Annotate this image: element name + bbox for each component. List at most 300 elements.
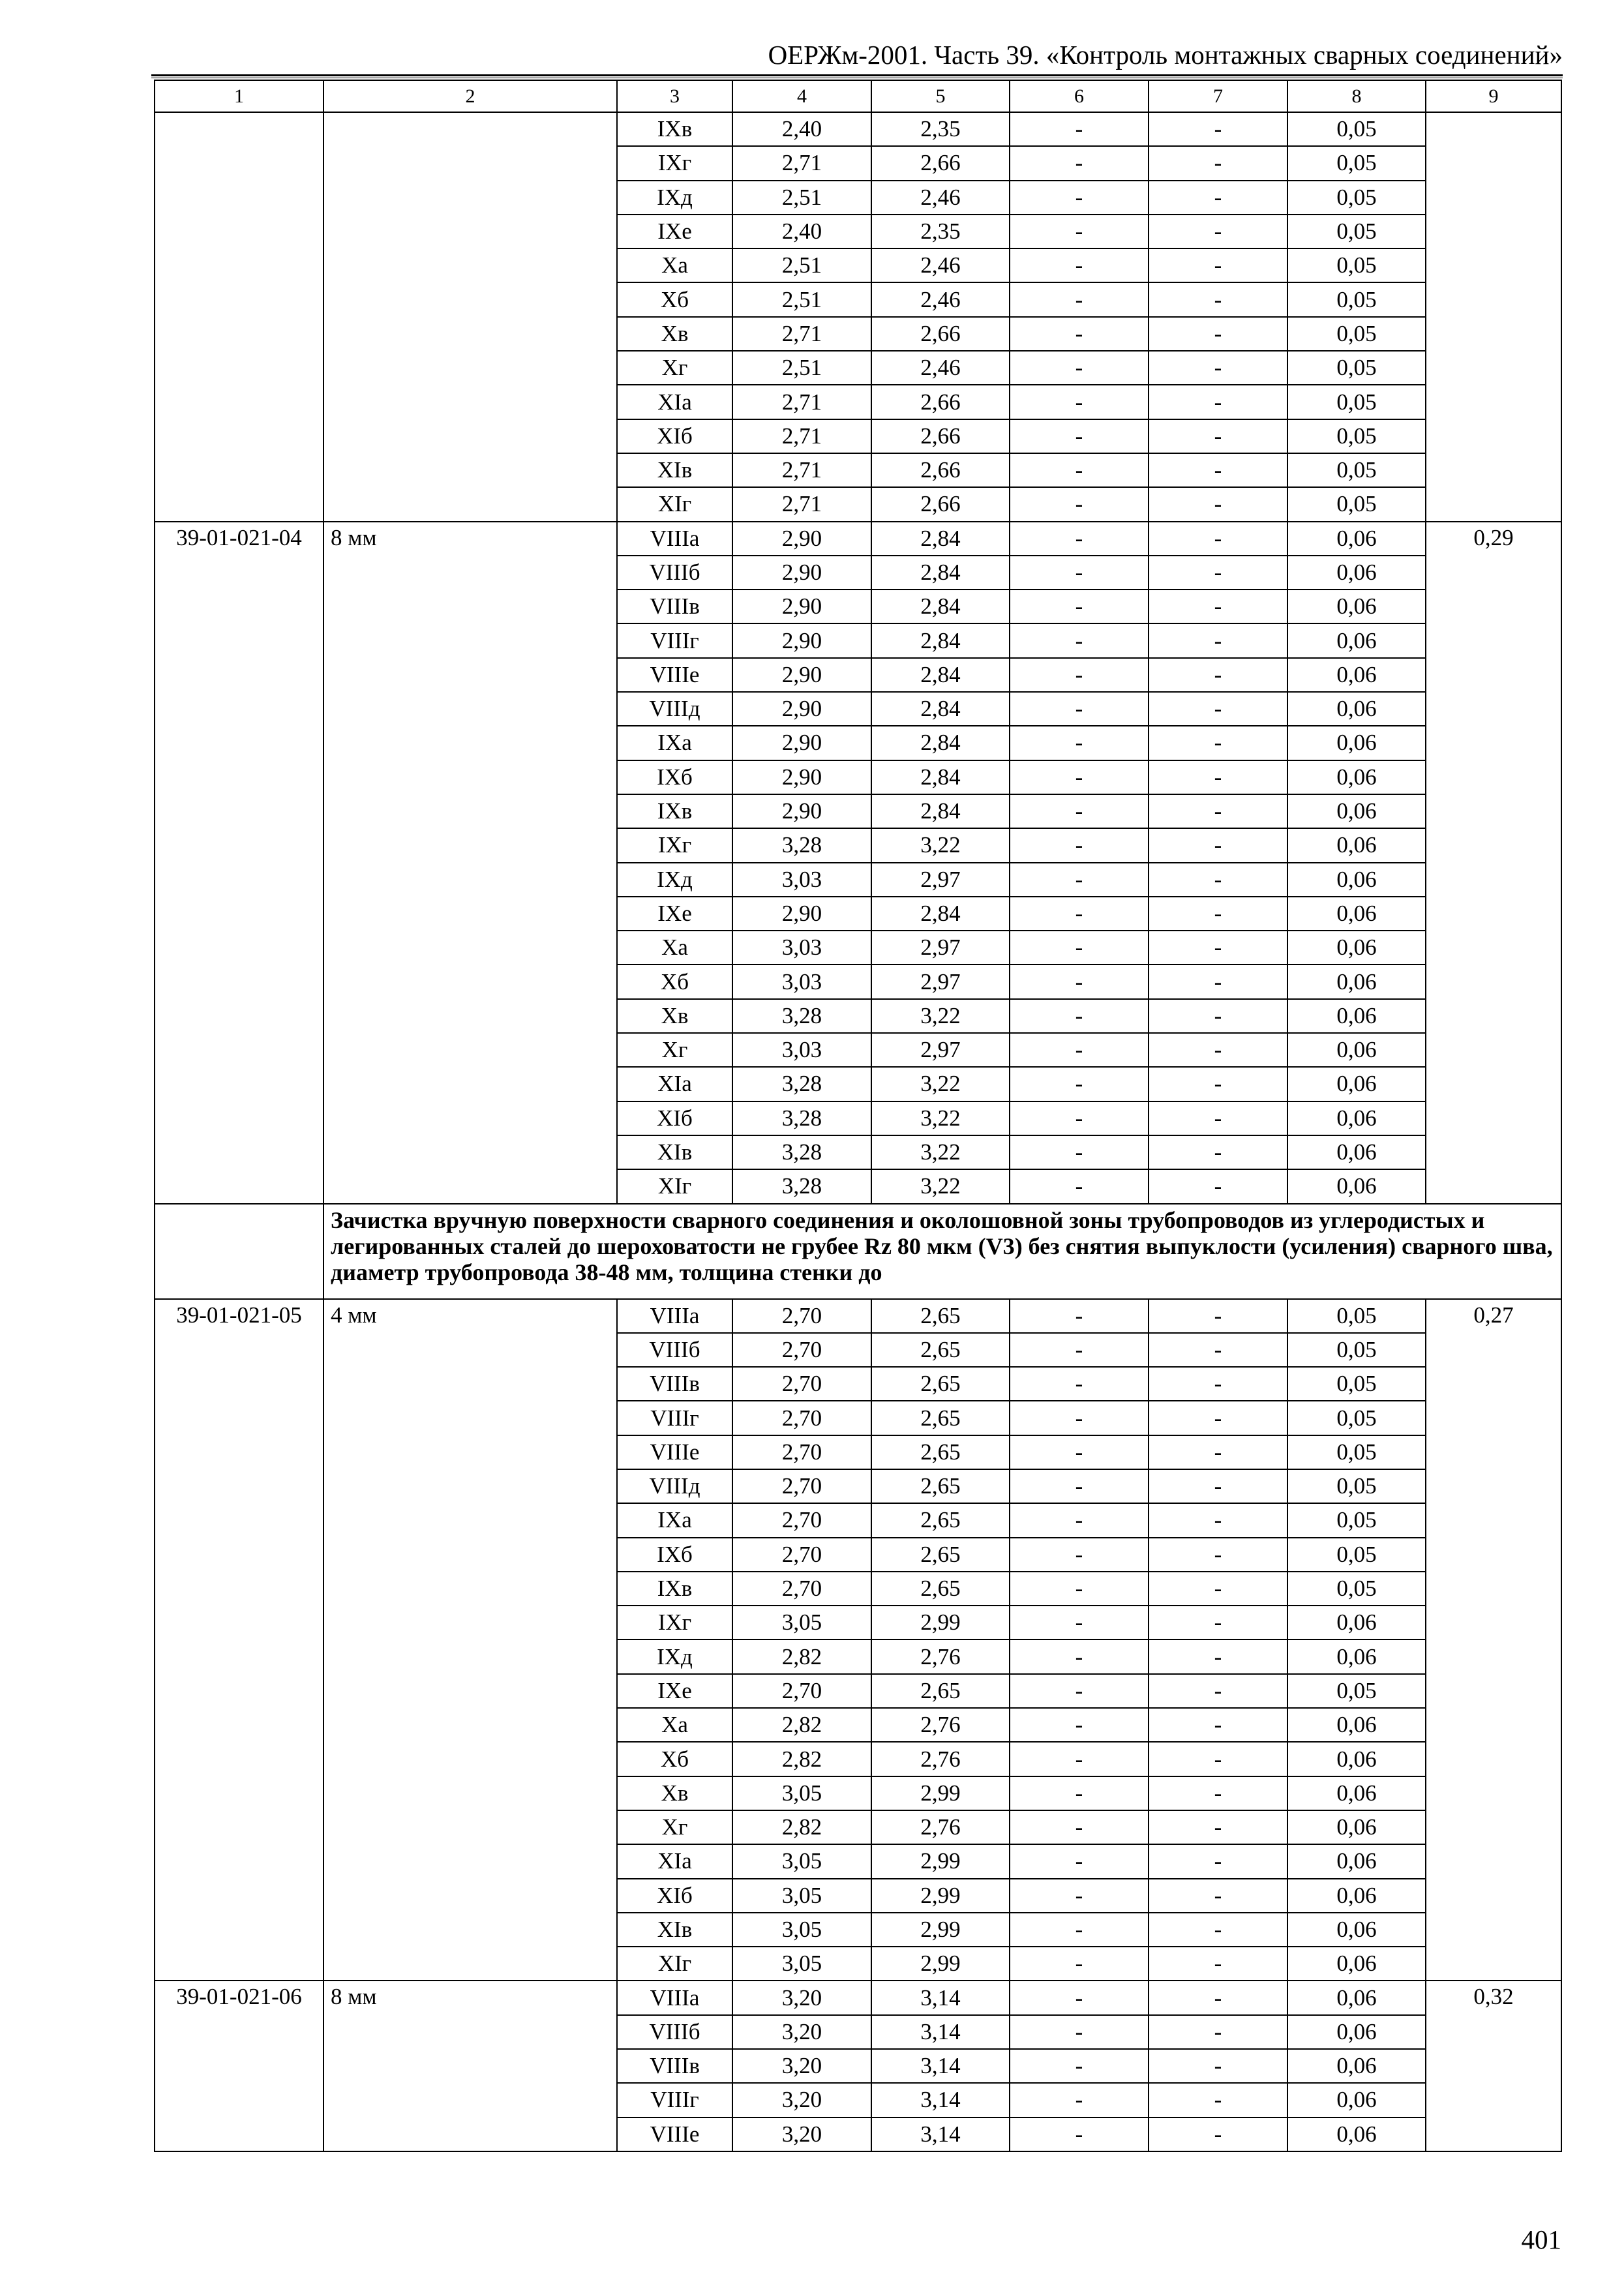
value-col5-cell: 2,76 <box>871 1742 1010 1776</box>
value-col7-cell: - <box>1149 1299 1287 1333</box>
value-col5-cell: 2,99 <box>871 1606 1010 1639</box>
value-col4-cell: 3,05 <box>732 1879 871 1913</box>
zone-cell: Xв <box>617 1776 732 1810</box>
value-col7-cell: - <box>1149 726 1287 760</box>
value-col4-cell: 2,40 <box>732 215 871 248</box>
value-col5-cell: 2,84 <box>871 794 1010 828</box>
page-number: 401 <box>1521 2224 1561 2254</box>
value-col4-cell: 3,20 <box>732 1981 871 2014</box>
zone-cell: VIIIд <box>617 692 732 726</box>
zone-cell: XIа <box>617 385 732 419</box>
value-col8-cell: 0,06 <box>1287 2049 1426 2083</box>
value-col5-cell: 3,22 <box>871 999 1010 1033</box>
value-col8-cell: 0,06 <box>1287 828 1426 862</box>
zone-cell: IXд <box>617 1639 732 1673</box>
value-col4-cell: 2,40 <box>732 112 871 146</box>
value-col6-cell: - <box>1010 931 1149 965</box>
value-col7-cell: - <box>1149 1067 1287 1101</box>
value-col6-cell: - <box>1010 692 1149 726</box>
value-col4-cell: 2,70 <box>732 1503 871 1537</box>
value-col8-cell: 0,05 <box>1287 1367 1426 1401</box>
value-col5-cell: 2,35 <box>871 215 1010 248</box>
value-col6-cell: - <box>1010 419 1149 453</box>
value-col9-cell <box>1426 112 1561 522</box>
value-col4-cell: 2,51 <box>732 282 871 316</box>
value-col7-cell: - <box>1149 794 1287 828</box>
value-col6-cell: - <box>1010 726 1149 760</box>
value-col7-cell: - <box>1149 2083 1287 2117</box>
value-col6-cell: - <box>1010 1538 1149 1572</box>
value-col6-cell: - <box>1010 1135 1149 1169</box>
value-col7-cell: - <box>1149 522 1287 556</box>
zone-cell: VIIIе <box>617 2117 732 2151</box>
value-col6-cell: - <box>1010 2117 1149 2151</box>
zone-cell: IXд <box>617 863 732 897</box>
zone-cell: Xг <box>617 351 732 385</box>
value-col7-cell: - <box>1149 2117 1287 2151</box>
column-header: 7 <box>1149 80 1287 112</box>
value-col6-cell: - <box>1010 897 1149 931</box>
value-col7-cell: - <box>1149 897 1287 931</box>
value-col6-cell: - <box>1010 2083 1149 2117</box>
zone-cell: Xг <box>617 1810 732 1844</box>
value-col7-cell: - <box>1149 1674 1287 1708</box>
rate-code-cell: 39-01-021-06 <box>155 1981 323 2151</box>
value-col4-cell: 2,90 <box>732 556 871 590</box>
value-col5-cell: 2,76 <box>871 1708 1010 1742</box>
value-col8-cell: 0,06 <box>1287 590 1426 623</box>
value-col4-cell: 2,70 <box>732 1538 871 1572</box>
value-col4-cell: 3,28 <box>732 1067 871 1101</box>
value-col7-cell: - <box>1149 1333 1287 1367</box>
value-col7-cell: - <box>1149 351 1287 385</box>
value-col5-cell: 3,22 <box>871 1101 1010 1135</box>
value-col4-cell: 3,28 <box>732 828 871 862</box>
value-col8-cell: 0,06 <box>1287 2015 1426 2049</box>
rate-code-cell <box>155 112 323 522</box>
value-col7-cell: - <box>1149 1503 1287 1537</box>
value-col8-cell: 0,06 <box>1287 1981 1426 2014</box>
value-col7-cell: - <box>1149 931 1287 965</box>
zone-cell: IXв <box>617 112 732 146</box>
value-col7-cell: - <box>1149 1469 1287 1503</box>
column-header: 1 <box>155 80 323 112</box>
value-col7-cell: - <box>1149 1101 1287 1135</box>
header-rule <box>151 74 1563 76</box>
value-col8-cell: 0,05 <box>1287 248 1426 282</box>
value-col6-cell: - <box>1010 282 1149 316</box>
table-row <box>155 1299 1561 1333</box>
column-header: 8 <box>1287 80 1426 112</box>
value-col6-cell: - <box>1010 828 1149 862</box>
value-col8-cell: 0,06 <box>1287 1067 1426 1101</box>
value-col8-cell: 0,05 <box>1287 385 1426 419</box>
value-col5-cell: 2,65 <box>871 1674 1010 1708</box>
value-col4-cell: 2,70 <box>732 1572 871 1606</box>
value-col9-cell: 0,27 <box>1426 1299 1561 1981</box>
value-col6-cell: - <box>1010 487 1149 521</box>
value-col6-cell: - <box>1010 863 1149 897</box>
value-col7-cell: - <box>1149 317 1287 351</box>
value-col4-cell: 3,03 <box>732 863 871 897</box>
value-col7-cell: - <box>1149 828 1287 862</box>
value-col8-cell: 0,06 <box>1287 999 1426 1033</box>
value-col5-cell: 2,66 <box>871 317 1010 351</box>
value-col7-cell: - <box>1149 487 1287 521</box>
value-col4-cell: 3,03 <box>732 931 871 965</box>
value-col7-cell: - <box>1149 385 1287 419</box>
wall-thickness-cell: 4 мм <box>323 1299 617 1981</box>
value-col6-cell: - <box>1010 1367 1149 1401</box>
zone-cell: VIIIе <box>617 1435 732 1469</box>
value-col6-cell: - <box>1010 1503 1149 1537</box>
wall-thickness-cell <box>323 112 617 522</box>
value-col6-cell: - <box>1010 181 1149 215</box>
value-col4-cell: 2,70 <box>732 1674 871 1708</box>
value-col6-cell: - <box>1010 2015 1149 2049</box>
value-col6-cell: - <box>1010 1674 1149 1708</box>
zone-cell: VIIIа <box>617 522 732 556</box>
value-col6-cell: - <box>1010 1435 1149 1469</box>
value-col5-cell: 3,22 <box>871 1067 1010 1101</box>
value-col8-cell: 0,05 <box>1287 181 1426 215</box>
value-col7-cell: - <box>1149 760 1287 794</box>
zone-cell: IXе <box>617 897 732 931</box>
value-col5-cell: 2,76 <box>871 1639 1010 1673</box>
column-header: 9 <box>1426 80 1561 112</box>
value-col5-cell: 2,84 <box>871 623 1010 657</box>
zone-cell: XIг <box>617 1947 732 1981</box>
value-col4-cell: 2,71 <box>732 146 871 180</box>
value-col6-cell: - <box>1010 1067 1149 1101</box>
value-col7-cell: - <box>1149 1606 1287 1639</box>
value-col4-cell: 2,70 <box>732 1367 871 1401</box>
value-col7-cell: - <box>1149 1572 1287 1606</box>
value-col7-cell: - <box>1149 1776 1287 1810</box>
value-col7-cell: - <box>1149 2015 1287 2049</box>
value-col8-cell: 0,06 <box>1287 1169 1426 1203</box>
value-col5-cell: 2,84 <box>871 692 1010 726</box>
value-col4-cell: 2,90 <box>732 522 871 556</box>
value-col7-cell: - <box>1149 1135 1287 1169</box>
value-col6-cell: - <box>1010 1572 1149 1606</box>
value-col6-cell: - <box>1010 760 1149 794</box>
zone-cell: IXг <box>617 1606 732 1639</box>
value-col4-cell: 2,82 <box>732 1708 871 1742</box>
value-col8-cell: 0,06 <box>1287 2083 1426 2117</box>
value-col5-cell: 2,35 <box>871 112 1010 146</box>
value-col8-cell: 0,06 <box>1287 1776 1426 1810</box>
zone-cell: XIб <box>617 1101 732 1135</box>
zone-cell: Xб <box>617 282 732 316</box>
value-col5-cell: 2,97 <box>871 965 1010 998</box>
zone-cell: IXа <box>617 726 732 760</box>
value-col4-cell: 2,90 <box>732 760 871 794</box>
value-col6-cell: - <box>1010 1776 1149 1810</box>
value-col8-cell: 0,05 <box>1287 453 1426 487</box>
value-col4-cell: 3,28 <box>732 1169 871 1203</box>
value-col6-cell: - <box>1010 522 1149 556</box>
value-col5-cell: 2,84 <box>871 897 1010 931</box>
value-col7-cell: - <box>1149 1742 1287 1776</box>
value-col6-cell: - <box>1010 1333 1149 1367</box>
value-col7-cell: - <box>1149 419 1287 453</box>
value-col8-cell: 0,06 <box>1287 522 1426 556</box>
zone-cell: Xа <box>617 1708 732 1742</box>
zone-cell: VIIIа <box>617 1981 732 2014</box>
zone-cell: XIв <box>617 1913 732 1947</box>
value-col5-cell: 2,65 <box>871 1435 1010 1469</box>
value-col5-cell: 2,65 <box>871 1299 1010 1333</box>
value-col8-cell: 0,06 <box>1287 1742 1426 1776</box>
value-col8-cell: 0,06 <box>1287 1135 1426 1169</box>
value-col5-cell: 2,84 <box>871 556 1010 590</box>
value-col8-cell: 0,05 <box>1287 419 1426 453</box>
rate-code-cell: 39-01-021-04 <box>155 522 323 1204</box>
value-col4-cell: 2,71 <box>732 453 871 487</box>
value-col8-cell: 0,06 <box>1287 1101 1426 1135</box>
value-col5-cell: 2,65 <box>871 1469 1010 1503</box>
value-col8-cell: 0,05 <box>1287 1299 1426 1333</box>
value-col5-cell: 2,97 <box>871 1033 1010 1067</box>
zone-cell: XIг <box>617 487 732 521</box>
value-col5-cell: 2,99 <box>871 1947 1010 1981</box>
value-col6-cell: - <box>1010 658 1149 692</box>
value-col5-cell: 2,99 <box>871 1913 1010 1947</box>
zone-cell: IXд <box>617 181 732 215</box>
value-col4-cell: 2,70 <box>732 1469 871 1503</box>
zone-cell: VIIIд <box>617 1469 732 1503</box>
value-col6-cell: - <box>1010 1469 1149 1503</box>
value-col4-cell: 2,70 <box>732 1333 871 1367</box>
column-number-row <box>155 80 1561 112</box>
value-col5-cell: 2,99 <box>871 1844 1010 1878</box>
value-col6-cell: - <box>1010 1101 1149 1135</box>
zone-cell: IXе <box>617 215 732 248</box>
value-col4-cell: 2,90 <box>732 794 871 828</box>
value-col7-cell: - <box>1149 1033 1287 1067</box>
value-col6-cell: - <box>1010 623 1149 657</box>
value-col4-cell: 2,90 <box>732 623 871 657</box>
value-col4-cell: 2,71 <box>732 487 871 521</box>
value-col4-cell: 2,82 <box>732 1639 871 1673</box>
value-col6-cell: - <box>1010 146 1149 180</box>
section-description-row <box>155 1204 1561 1299</box>
value-col4-cell: 3,03 <box>732 1033 871 1067</box>
code-cell-empty <box>155 1204 323 1299</box>
value-col8-cell: 0,06 <box>1287 1913 1426 1947</box>
value-col8-cell: 0,05 <box>1287 1538 1426 1572</box>
wall-thickness-cell: 8 мм <box>323 522 617 1204</box>
zone-cell: VIIIе <box>617 658 732 692</box>
value-col7-cell: - <box>1149 1844 1287 1878</box>
zone-cell: XIг <box>617 1169 732 1203</box>
value-col4-cell: 2,71 <box>732 385 871 419</box>
value-col8-cell: 0,06 <box>1287 794 1426 828</box>
value-col6-cell: - <box>1010 215 1149 248</box>
value-col7-cell: - <box>1149 590 1287 623</box>
zone-cell: VIIIг <box>617 1401 732 1435</box>
zone-cell: VIIIг <box>617 623 732 657</box>
value-col4-cell: 2,51 <box>732 351 871 385</box>
value-col8-cell: 0,06 <box>1287 1639 1426 1673</box>
value-col4-cell: 3,20 <box>732 2015 871 2049</box>
value-col7-cell: - <box>1149 1913 1287 1947</box>
value-col8-cell: 0,05 <box>1287 317 1426 351</box>
value-col6-cell: - <box>1010 965 1149 998</box>
value-col7-cell: - <box>1149 1538 1287 1572</box>
zone-cell: Xг <box>617 1033 732 1067</box>
table-body <box>155 80 1561 2151</box>
value-col5-cell: 2,46 <box>871 351 1010 385</box>
value-col8-cell: 0,05 <box>1287 1572 1426 1606</box>
value-col7-cell: - <box>1149 1169 1287 1203</box>
value-col5-cell: 2,46 <box>871 248 1010 282</box>
value-col8-cell: 0,05 <box>1287 1674 1426 1708</box>
value-col7-cell: - <box>1149 965 1287 998</box>
value-col4-cell: 2,82 <box>732 1742 871 1776</box>
value-col5-cell: 2,76 <box>871 1810 1010 1844</box>
value-col8-cell: 0,05 <box>1287 1401 1426 1435</box>
value-col7-cell: - <box>1149 453 1287 487</box>
value-col6-cell: - <box>1010 1947 1149 1981</box>
value-col7-cell: - <box>1149 658 1287 692</box>
zone-cell: Xб <box>617 1742 732 1776</box>
value-col6-cell: - <box>1010 1169 1149 1203</box>
value-col4-cell: 3,20 <box>732 2083 871 2117</box>
value-col8-cell: 0,06 <box>1287 1810 1426 1844</box>
value-col6-cell: - <box>1010 999 1149 1033</box>
column-header: 2 <box>323 80 617 112</box>
value-col5-cell: 2,84 <box>871 760 1010 794</box>
value-col7-cell: - <box>1149 1639 1287 1673</box>
zone-cell: VIIIв <box>617 2049 732 2083</box>
value-col5-cell: 2,65 <box>871 1503 1010 1537</box>
value-col5-cell: 3,22 <box>871 1135 1010 1169</box>
value-col4-cell: 3,28 <box>732 999 871 1033</box>
value-col7-cell: - <box>1149 1947 1287 1981</box>
zone-cell: XIв <box>617 1135 732 1169</box>
table-row <box>155 522 1561 556</box>
zone-cell: IXг <box>617 146 732 180</box>
value-col8-cell: 0,05 <box>1287 1469 1426 1503</box>
value-col7-cell: - <box>1149 1435 1287 1469</box>
value-col8-cell: 0,06 <box>1287 1947 1426 1981</box>
value-col8-cell: 0,06 <box>1287 965 1426 998</box>
value-col5-cell: 2,65 <box>871 1333 1010 1367</box>
value-col6-cell: - <box>1010 1708 1149 1742</box>
value-col4-cell: 2,90 <box>732 726 871 760</box>
value-col5-cell: 2,66 <box>871 146 1010 180</box>
value-col6-cell: - <box>1010 385 1149 419</box>
value-col5-cell: 2,66 <box>871 419 1010 453</box>
value-col5-cell: 2,97 <box>871 931 1010 965</box>
value-col6-cell: - <box>1010 1033 1149 1067</box>
value-col4-cell: 3,05 <box>732 1844 871 1878</box>
zone-cell: IXб <box>617 760 732 794</box>
value-col6-cell: - <box>1010 1913 1149 1947</box>
value-col4-cell: 2,51 <box>732 181 871 215</box>
rates-table <box>154 80 1562 2152</box>
zone-cell: IXа <box>617 1503 732 1537</box>
value-col5-cell: 2,84 <box>871 522 1010 556</box>
wall-thickness-cell: 8 мм <box>323 1981 617 2151</box>
value-col4-cell: 3,05 <box>732 1606 871 1639</box>
value-col6-cell: - <box>1010 590 1149 623</box>
value-col8-cell: 0,06 <box>1287 623 1426 657</box>
value-col7-cell: - <box>1149 2049 1287 2083</box>
column-header: 4 <box>732 80 871 112</box>
value-col8-cell: 0,06 <box>1287 1844 1426 1878</box>
column-header: 3 <box>617 80 732 112</box>
column-header: 6 <box>1010 80 1149 112</box>
zone-cell: XIа <box>617 1844 732 1878</box>
value-col5-cell: 2,84 <box>871 590 1010 623</box>
zone-cell: IXг <box>617 828 732 862</box>
value-col7-cell: - <box>1149 1401 1287 1435</box>
value-col8-cell: 0,06 <box>1287 1879 1426 1913</box>
value-col5-cell: 2,65 <box>871 1572 1010 1606</box>
value-col5-cell: 2,97 <box>871 863 1010 897</box>
zone-cell: VIIIв <box>617 590 732 623</box>
value-col5-cell: 2,65 <box>871 1538 1010 1572</box>
value-col8-cell: 0,05 <box>1287 351 1426 385</box>
rate-code-cell: 39-01-021-05 <box>155 1299 323 1981</box>
value-col6-cell: - <box>1010 317 1149 351</box>
section-description: Зачистка вручную поверхности сварного соединения и околошовной зоны трубопроводов из углеродистых и легированных сталей до шероховатости не грубее Rz 80 мкм (V3) без снятия выпуклости (усиления) сварного шва, диаметр трубопровода 38-48 мм, толщина стенки до <box>323 1204 1561 1299</box>
zone-cell: XIа <box>617 1067 732 1101</box>
value-col6-cell: - <box>1010 1810 1149 1844</box>
zone-cell: IXв <box>617 1572 732 1606</box>
value-col8-cell: 0,05 <box>1287 112 1426 146</box>
value-col4-cell: 3,20 <box>732 2117 871 2151</box>
value-col4-cell: 2,90 <box>732 692 871 726</box>
zone-cell: XIб <box>617 1879 732 1913</box>
value-col6-cell: - <box>1010 794 1149 828</box>
value-col9-cell: 0,32 <box>1426 1981 1561 2151</box>
value-col5-cell: 2,84 <box>871 658 1010 692</box>
zone-cell: XIб <box>617 419 732 453</box>
value-col8-cell: 0,06 <box>1287 931 1426 965</box>
value-col8-cell: 0,05 <box>1287 1435 1426 1469</box>
value-col8-cell: 0,06 <box>1287 897 1426 931</box>
value-col7-cell: - <box>1149 282 1287 316</box>
value-col8-cell: 0,06 <box>1287 1033 1426 1067</box>
value-col5-cell: 3,14 <box>871 2117 1010 2151</box>
value-col5-cell: 2,65 <box>871 1367 1010 1401</box>
value-col5-cell: 2,65 <box>871 1401 1010 1435</box>
zone-cell: Xв <box>617 317 732 351</box>
value-col4-cell: 2,90 <box>732 590 871 623</box>
value-col6-cell: - <box>1010 453 1149 487</box>
value-col8-cell: 0,06 <box>1287 556 1426 590</box>
value-col4-cell: 2,70 <box>732 1401 871 1435</box>
value-col8-cell: 0,06 <box>1287 760 1426 794</box>
value-col6-cell: - <box>1010 1981 1149 2014</box>
value-col4-cell: 2,71 <box>732 317 871 351</box>
value-col4-cell: 3,03 <box>732 965 871 998</box>
value-col4-cell: 3,28 <box>732 1101 871 1135</box>
value-col5-cell: 3,14 <box>871 1981 1010 2014</box>
value-col8-cell: 0,06 <box>1287 863 1426 897</box>
value-col8-cell: 0,06 <box>1287 692 1426 726</box>
value-col8-cell: 0,06 <box>1287 1708 1426 1742</box>
value-col7-cell: - <box>1149 112 1287 146</box>
zone-cell: VIIIа <box>617 1299 732 1333</box>
value-col8-cell: 0,06 <box>1287 726 1426 760</box>
value-col7-cell: - <box>1149 1810 1287 1844</box>
value-col5-cell: 3,14 <box>871 2049 1010 2083</box>
